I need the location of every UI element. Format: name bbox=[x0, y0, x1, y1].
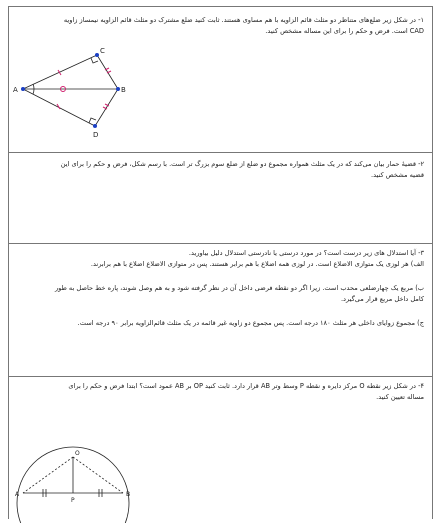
label-a: A bbox=[13, 86, 18, 94]
question-4-line-2: مساله تعیین کنید. bbox=[376, 393, 424, 401]
segment-ac bbox=[23, 55, 97, 89]
question-3-part-b-line-2: کامل داخل مربع قرار می‌گیرد. bbox=[340, 295, 424, 303]
label-b: B bbox=[126, 491, 131, 498]
label-o: O bbox=[75, 450, 80, 457]
question-4-text bbox=[17, 381, 424, 403]
question-3-part-b-line-1: ب) مربع یک چهارضلعی محدب است. زیرا اگر دو نقطه فرضی داخل آن در نظر گرفته شود و به هم وصل شوند، پاره خط حاصل به طور bbox=[55, 284, 424, 292]
point-b bbox=[116, 87, 120, 91]
label-d: D bbox=[93, 131, 99, 139]
segment-cb bbox=[97, 55, 118, 89]
point-c bbox=[95, 53, 99, 57]
question-1-text bbox=[17, 15, 424, 37]
question-3-part-c: ج) مجموع زوایای داخلی هر مثلث ۱۸۰ درجه است. پس مجموع دو زاویه غیر قائمه در یک مثلث قائم‌الزاویه برابر ۹۰ درجه است. bbox=[77, 319, 424, 327]
question-4-box bbox=[8, 376, 433, 519]
question-2-line-2: قضیه مشخص کنید. bbox=[370, 171, 424, 179]
point-a bbox=[21, 87, 25, 91]
right-angle-d bbox=[89, 118, 96, 123]
label-b: B bbox=[121, 86, 126, 94]
segment-db bbox=[95, 89, 118, 126]
radius-oa bbox=[23, 457, 73, 493]
question-1-box bbox=[8, 6, 433, 153]
question-2-line-1: ۲- قضیهٔ حمار بیان می‌کند که در یک مثلث همواره مجموع دو ضلع از ضلع سوم بزرگ تر است. با رسم شکل، فرض و حکم را برای این bbox=[60, 160, 424, 168]
angle-mark-bottom bbox=[33, 89, 34, 94]
circle-figure bbox=[9, 405, 149, 523]
angle-mark-top bbox=[33, 84, 34, 89]
radius-ob bbox=[73, 457, 123, 493]
question-2-text bbox=[17, 159, 424, 181]
right-angle-c bbox=[91, 58, 98, 63]
question-3-intro: ۳- آیا استدلال های زیر درست است؟ در مورد درستی یا نادرستی استدلال دلیل بیاورید. bbox=[188, 249, 424, 257]
question-1-line-1: ۱- در شکل زیر ضلع‌های متناظر دو مثلث قائم الزاویه با هم مساوی هستند. ثابت کنید ضلع مشترک دو مثلث قائم الزاویه نیمساز زاویه bbox=[63, 16, 424, 24]
point-d bbox=[93, 124, 97, 128]
question-1-line-2: CAD است. فرض و حکم را برای این مساله مشخص کنید. bbox=[265, 27, 424, 35]
question-4-line-1: ۴- در شکل زیر نقطه O مرکز دایره و نقطه P وسط وتر AB قرار دارد. ثابت کنید OP بر AB عمود است؟ ابتدا فرض و حکم را برای bbox=[68, 382, 424, 390]
kite-figure bbox=[9, 45, 159, 155]
question-2-box bbox=[8, 152, 433, 244]
question-3-box bbox=[8, 243, 433, 377]
label-p: P bbox=[71, 497, 75, 504]
label-a: A bbox=[15, 491, 20, 498]
question-3-part-a: الف) هر لوزی یک متوازی الاضلاع است. در لوزی همه اضلاع با هم برابر هستند. پس در متوازی الاضلاع اضلاع با هم برابرند. bbox=[90, 260, 424, 268]
question-3-text bbox=[17, 248, 424, 329]
label-c: C bbox=[100, 47, 105, 55]
